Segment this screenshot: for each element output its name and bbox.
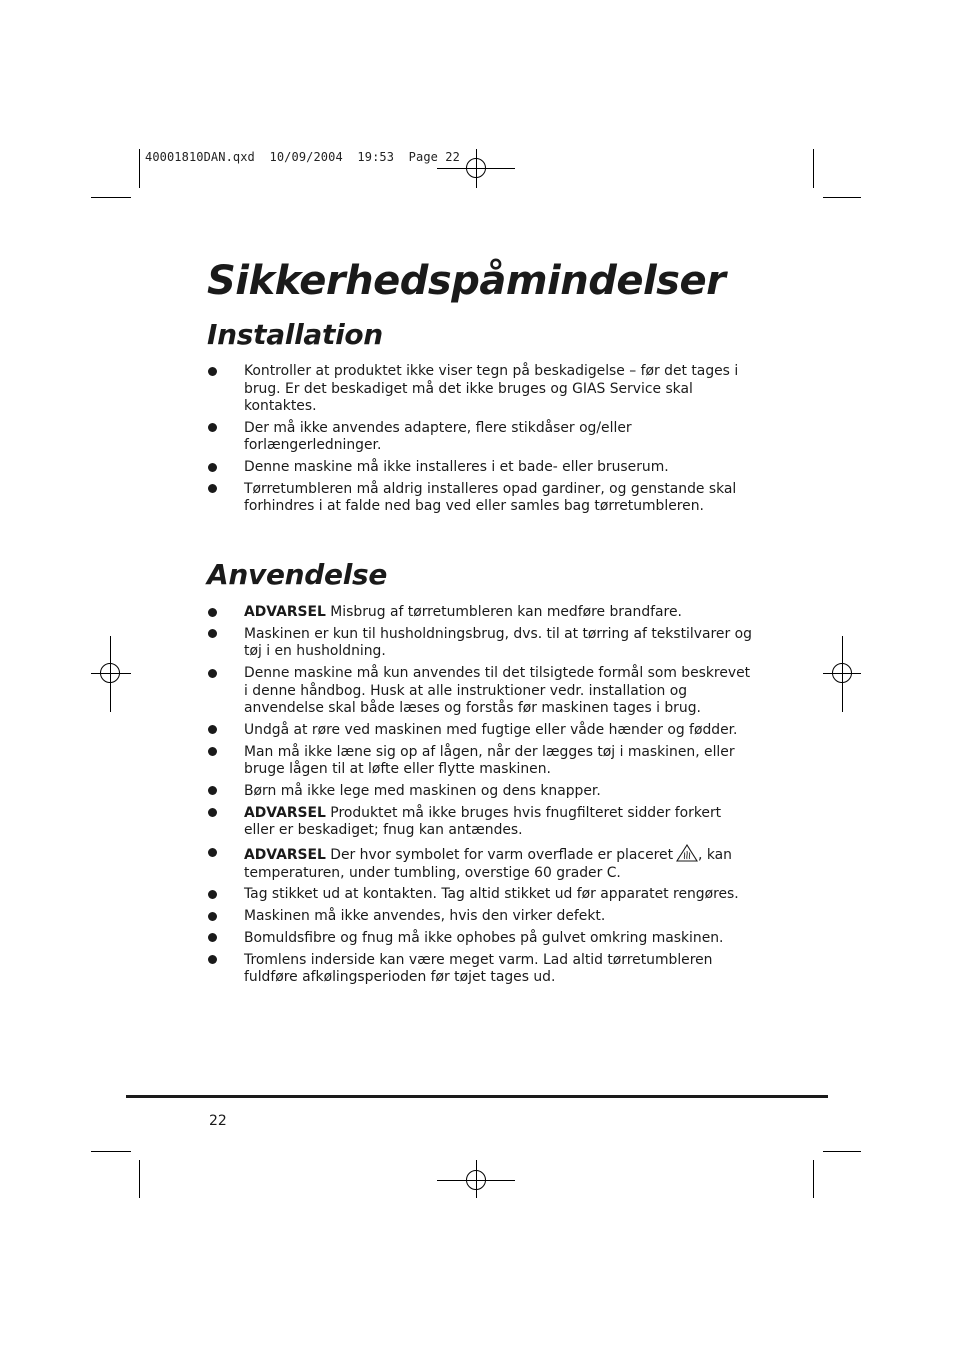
list-item: Bomuldsfibre og fnug må ikke ophobes på gulvet omkring maskinen.: [207, 930, 752, 948]
page-number: 22: [209, 1113, 227, 1129]
bullet-icon: [208, 608, 217, 617]
list-item: Undgå at røre ved maskinen med fugtige eller våde hænder og fødder.: [207, 722, 752, 740]
list-item: Tag stikket ud at kontakten. Tag altid stikket ud før apparatet rengøres.: [207, 886, 752, 904]
bullet-icon: [208, 848, 217, 857]
list-item: Tørretumbleren må aldrig installeres opad gardiner, og genstande skal forhindres i at falde ned bag ved eller samles bag tørretumbleren.: [207, 481, 752, 516]
bullet-icon: [208, 484, 217, 493]
bullet-icon: [208, 912, 217, 921]
bullet-icon: [208, 808, 217, 817]
warning-label: ADVARSEL: [244, 847, 326, 864]
print-slug: 40001810DAN.qxd 10/09/2004 19:53 Page 22: [145, 150, 460, 164]
section-heading-installation: Installation: [207, 318, 383, 351]
warning-label: ADVARSEL: [244, 604, 326, 620]
list-item: ADVARSEL Produktet må ikke bruges hvis fnugfilteret sidder forkert eller er beskadiget; fnug kan antændes.: [207, 805, 752, 840]
list-item: Der må ikke anvendes adaptere, flere stikdåser og/eller forlængerledninger.: [207, 420, 752, 455]
footer-rule: [126, 1095, 828, 1098]
bullet-icon: [208, 423, 217, 432]
bullet-icon: [208, 955, 217, 964]
list-item: Kontroller at produktet ikke viser tegn på beskadigelse – før det tages i brug. Er det beskadiget må det ikke bruges og GIAS Service skal kontaktes.: [207, 363, 752, 416]
list-item: Denne maskine må kun anvendes til det tilsigtede formål som beskrevet i denne håndbog. Husk at alle instruktioner vedr. installation og anvendelse skal både læses og forstås før maskinen tages i brug.: [207, 665, 752, 718]
section-heading-anvendelse: Anvendelse: [207, 558, 388, 591]
hot-surface-warning-icon: [676, 844, 698, 862]
page-title: Sikkerhedspåmindelser: [207, 258, 726, 304]
list-item: Børn må ikke lege med maskinen og dens knapper.: [207, 783, 752, 801]
list-item: Man må ikke læne sig op af lågen, når der lægges tøj i maskinen, eller bruge lågen til at løfte eller flytte maskinen.: [207, 744, 752, 779]
warning-label: ADVARSEL: [244, 804, 326, 821]
list-item: Maskinen må ikke anvendes, hvis den virker defekt.: [207, 908, 752, 926]
bullet-icon: [208, 367, 217, 376]
bullet-icon: [208, 747, 217, 756]
bullet-icon: [208, 629, 217, 638]
list-item: Maskinen er kun til husholdningsbrug, dvs. til at tørring af tekstilvarer og tøj i en husholdning.: [207, 626, 752, 661]
bullet-icon: [208, 786, 217, 795]
bullet-icon: [208, 890, 217, 899]
bullet-icon: [208, 463, 217, 472]
anvendelse-list: [207, 604, 752, 991]
list-item: ADVARSEL Der hvor symbolet for varm overflade er placeret , kan temperaturen, under tumbling, overstige 60 grader C.: [207, 844, 752, 882]
installation-list: [207, 363, 752, 520]
list-item: Tromlens inderside kan være meget varm. Lad altid tørretumbleren fuldføre afkølingsperioden før tøjet tages ud.: [207, 952, 752, 987]
bullet-icon: [208, 725, 217, 734]
list-item: Denne maskine må ikke installeres i et bade- eller bruserum.: [207, 459, 752, 477]
list-item: ADVARSEL Misbrug af tørretumbleren kan medføre brandfare.: [207, 604, 752, 622]
bullet-icon: [208, 669, 217, 678]
bullet-icon: [208, 933, 217, 942]
